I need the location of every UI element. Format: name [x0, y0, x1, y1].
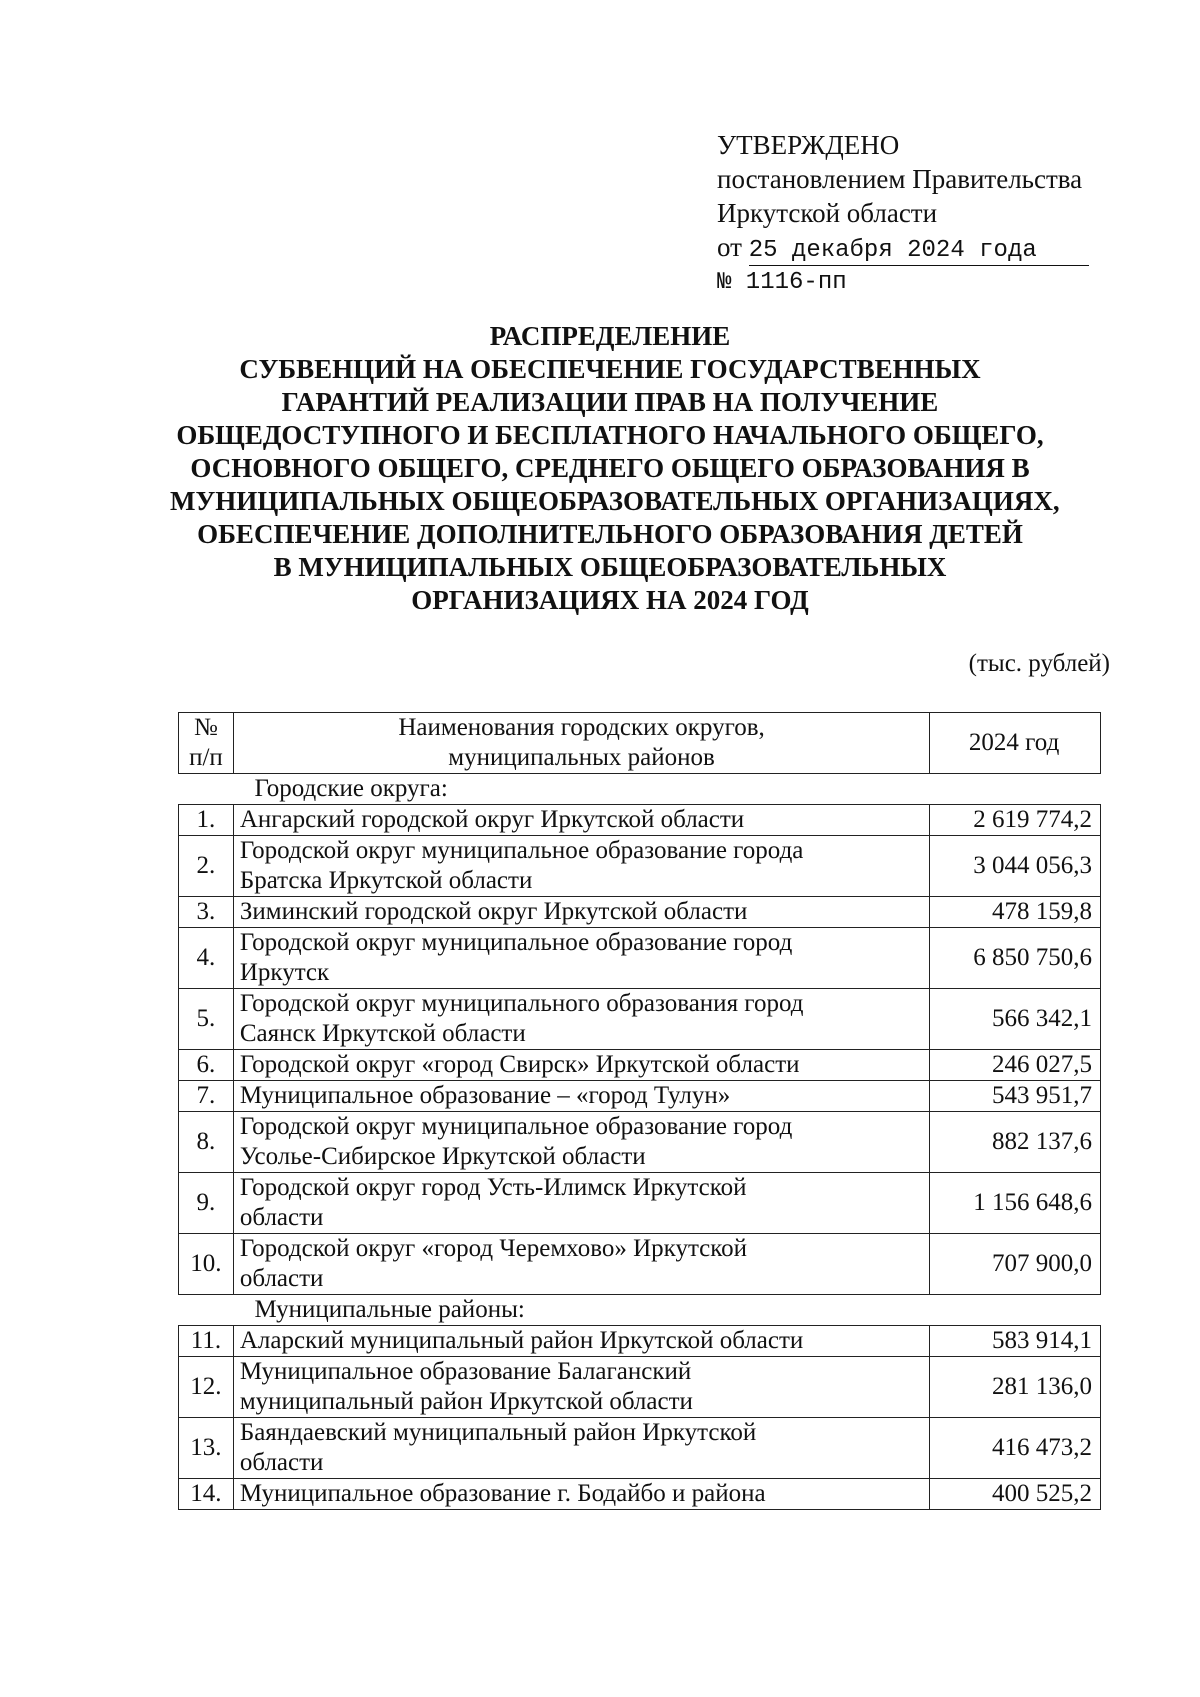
approval-date-value	[749, 237, 1089, 266]
row-number: 13.	[179, 1418, 234, 1479]
table-row	[179, 1479, 1101, 1510]
row-name	[233, 928, 929, 989]
row-name	[233, 897, 929, 928]
row-name-line2: Братска Иркутской области	[239, 867, 533, 894]
row-value: 6 850 750,6	[930, 928, 1101, 989]
header-number	[179, 713, 234, 774]
table-row	[179, 989, 1101, 1050]
row-name	[233, 1081, 929, 1112]
row-name-line1: Городской округ муниципального образования город	[239, 990, 804, 1017]
approval-stamp	[717, 128, 1107, 300]
table-row	[179, 1326, 1101, 1357]
row-number: 5.	[179, 989, 234, 1050]
row-number: 2.	[179, 836, 234, 897]
group-label: Городские округа:	[179, 774, 1101, 805]
header-name-line2: муниципальных районов	[448, 744, 715, 771]
row-number: 14.	[179, 1479, 234, 1510]
row-name-line1: Ангарский городской округ Иркутской области	[239, 806, 745, 833]
header-name-line1: Наименования городских округов,	[398, 714, 765, 741]
row-name	[233, 1173, 929, 1234]
row-number: 10.	[179, 1234, 234, 1295]
row-name-line2: Саянск Иркутской области	[239, 1020, 526, 1047]
title-line: МУНИЦИПАЛЬНЫХ ОБЩЕОБРАЗОВАТЕЛЬНЫХ ОРГАНИЗАЦИЯХ,	[170, 486, 1060, 516]
table-row	[179, 1418, 1101, 1479]
title-line: СУБВЕНЦИЙ НА ОБЕСПЕЧЕНИЕ ГОСУДАРСТВЕННЫХ	[239, 354, 981, 384]
row-name	[233, 989, 929, 1050]
row-name-line1: Городской округ «город Черемхово» Иркутской	[239, 1235, 748, 1262]
table-row	[179, 928, 1101, 989]
title-line: РАСПРЕДЕЛЕНИЕ	[489, 321, 731, 351]
table-row	[179, 1357, 1101, 1418]
approval-line-resolution: постановлением Правительства	[717, 164, 1083, 194]
row-name-line1: Городской округ «город Свирск» Иркутской области	[239, 1051, 800, 1078]
header-number-line2: п/п	[189, 744, 223, 771]
table-row	[179, 1112, 1101, 1173]
row-value: 566 342,1	[930, 989, 1101, 1050]
title-line: ОБЕСПЕЧЕНИЕ ДОПОЛНИТЕЛЬНОГО ОБРАЗОВАНИЯ ДЕТЕЙ	[197, 519, 1023, 549]
row-name-line1: Зиминский городской округ Иркутской области	[239, 898, 748, 925]
row-name	[233, 1418, 929, 1479]
table-group-row	[179, 774, 1101, 805]
row-number: 8.	[179, 1112, 234, 1173]
row-number: 3.	[179, 897, 234, 928]
row-value: 882 137,6	[930, 1112, 1101, 1173]
row-number: 9.	[179, 1173, 234, 1234]
row-name-line1: Городской округ муниципальное образование города	[239, 837, 804, 864]
table-group-row	[179, 1295, 1101, 1326]
row-name	[233, 1234, 929, 1295]
row-number: 6.	[179, 1050, 234, 1081]
approval-number: № 1116-пп	[717, 269, 847, 296]
row-number: 12.	[179, 1357, 234, 1418]
row-name	[233, 805, 929, 836]
distribution-table	[178, 712, 1101, 1510]
row-value: 281 136,0	[930, 1357, 1101, 1418]
units-note: (тыс. рублей)	[968, 650, 1110, 677]
document-title	[170, 320, 1060, 617]
row-name-line1: Городской округ муниципальное образование город	[239, 929, 793, 956]
row-name-line1: Муниципальное образование Балаганский	[239, 1358, 692, 1385]
row-value: 478 159,8	[930, 897, 1101, 928]
table-row	[179, 805, 1101, 836]
row-name	[233, 1357, 929, 1418]
row-value: 416 473,2	[930, 1418, 1101, 1479]
title-line: ГАРАНТИЙ РЕАЛИЗАЦИИ ПРАВ НА ПОЛУЧЕНИЕ	[281, 387, 939, 417]
row-name-line2: Усолье-Сибирское Иркутской области	[239, 1143, 646, 1170]
row-value: 583 914,1	[930, 1326, 1101, 1357]
row-value: 707 900,0	[930, 1234, 1101, 1295]
table-row	[179, 1173, 1101, 1234]
table-row	[179, 897, 1101, 928]
header-number-line1: №	[193, 714, 218, 741]
row-name-line2: муниципальный район Иркутской области	[239, 1388, 693, 1415]
row-value: 2 619 774,2	[930, 805, 1101, 836]
title-line: ОРГАНИЗАЦИЯХ НА 2024 ГОД	[411, 585, 809, 615]
title-line: ОБЩЕДОСТУПНОГО И БЕСПЛАТНОГО НАЧАЛЬНОГО ОБЩЕГО,	[176, 420, 1044, 450]
header-name	[233, 713, 929, 774]
row-name-line2: области	[239, 1449, 324, 1476]
table-row	[179, 836, 1101, 897]
row-name	[233, 1112, 929, 1173]
row-value: 246 027,5	[930, 1050, 1101, 1081]
table-row	[179, 1234, 1101, 1295]
row-value: 3 044 056,3	[930, 836, 1101, 897]
row-name-line2: области	[239, 1204, 324, 1231]
approval-line-region: Иркутской области	[717, 198, 938, 228]
row-name-line1: Баяндаевский муниципальный район Иркутской	[239, 1419, 757, 1446]
row-name-line2: области	[239, 1265, 324, 1292]
row-number: 1.	[179, 805, 234, 836]
approval-date-prefix: от	[717, 232, 742, 262]
approval-date-text: 25 декабря 2024 года	[748, 237, 1037, 264]
row-value: 543 951,7	[930, 1081, 1101, 1112]
row-value: 400 525,2	[930, 1479, 1101, 1510]
group-label: Муниципальные районы:	[179, 1295, 1101, 1326]
row-name-line2: Иркутск	[239, 959, 330, 986]
header-year: 2024 год	[930, 713, 1101, 774]
table-row	[179, 1050, 1101, 1081]
row-name-line1: Муниципальное образование г. Бодайбо и района	[239, 1480, 766, 1507]
row-number: 7.	[179, 1081, 234, 1112]
approval-date-line	[717, 230, 1107, 266]
row-name	[233, 1050, 929, 1081]
table-row	[179, 1081, 1101, 1112]
title-line: В МУНИЦИПАЛЬНЫХ ОБЩЕОБРАЗОВАТЕЛЬНЫХ	[273, 552, 947, 582]
row-number: 4.	[179, 928, 234, 989]
row-number: 11.	[179, 1326, 234, 1357]
row-name	[233, 1326, 929, 1357]
approval-heading: УТВЕРЖДЕНО	[717, 130, 900, 160]
table-header-row	[179, 713, 1101, 774]
row-name-line1: Городской округ муниципальное образование город	[239, 1113, 793, 1140]
row-name-line1: Городской округ город Усть-Илимск Иркутской	[239, 1174, 747, 1201]
title-line: ОСНОВНОГО ОБЩЕГО, СРЕДНЕГО ОБЩЕГО ОБРАЗОВАНИЯ В	[190, 453, 1030, 483]
row-value: 1 156 648,6	[930, 1173, 1101, 1234]
row-name	[233, 1479, 929, 1510]
row-name-line1: Аларский муниципальный район Иркутской области	[239, 1327, 804, 1354]
row-name-line1: Муниципальное образование – «город Тулун»	[239, 1082, 731, 1109]
row-name	[233, 836, 929, 897]
